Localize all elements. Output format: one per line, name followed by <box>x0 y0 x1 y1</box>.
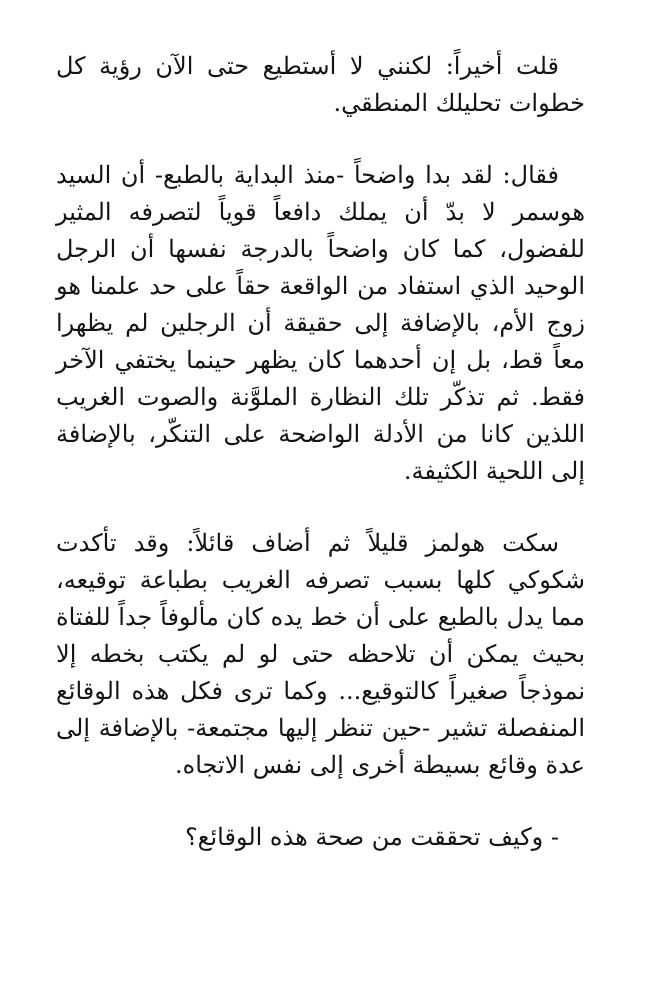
paragraph-2: فقال: لقد بدا واضحاً -منذ البداية بالطبع- أن السيد هوسمر لا بدّ أن يملك دافعاً قوياً لتصرفه المثير للفضول، كما كان واضحاً بالدرجة نفسها أن الرجل الوحيد الذي استفاد من الواقعة حقاً على حد علمنا هو زوج الأم، بالإضافة إلى حقيقة أن الرجلين لم يظهرا معاً قط، بل إن أحدهما كان يظهر حينما يختفي الآخر فقط. ثم تذكّر تلك النظارة الملوَّنة والصوت الغريب اللذين كانا من الأدلة الواضحة على التنكّر، بالإضافة إلى اللحية الكثيفة. <box>56 161 585 485</box>
paragraph-1: قلت أخيراً: لكنني لا أستطيع حتى الآن رؤية كل خطوات تحليلك المنطقي. <box>56 52 585 117</box>
paragraph-4: - وكيف تحققت من صحة هذه الوقائع؟ <box>184 823 559 851</box>
paragraph-3: سكت هولمز قليلاً ثم أضاف قائلاً: وقد تأكدت شكوكي كلها بسبب تصرفه الغريب بطباعة توقيعه، مما يدل بالطبع على أن خط يده كان مألوفاً جداً للفتاة بحيث يمكن أن تلاحظه حتى لو لم يكتب بخطه إلا نموذجاً صغيراً كالتوقيع... وكما ترى فكل هذه الوقائع المنفصلة تشير -حين تنظر إليها مجتمعة- بالإضافة إلى عدة وقائع بسيطة أخرى إلى نفس الاتجاه. <box>56 529 585 779</box>
